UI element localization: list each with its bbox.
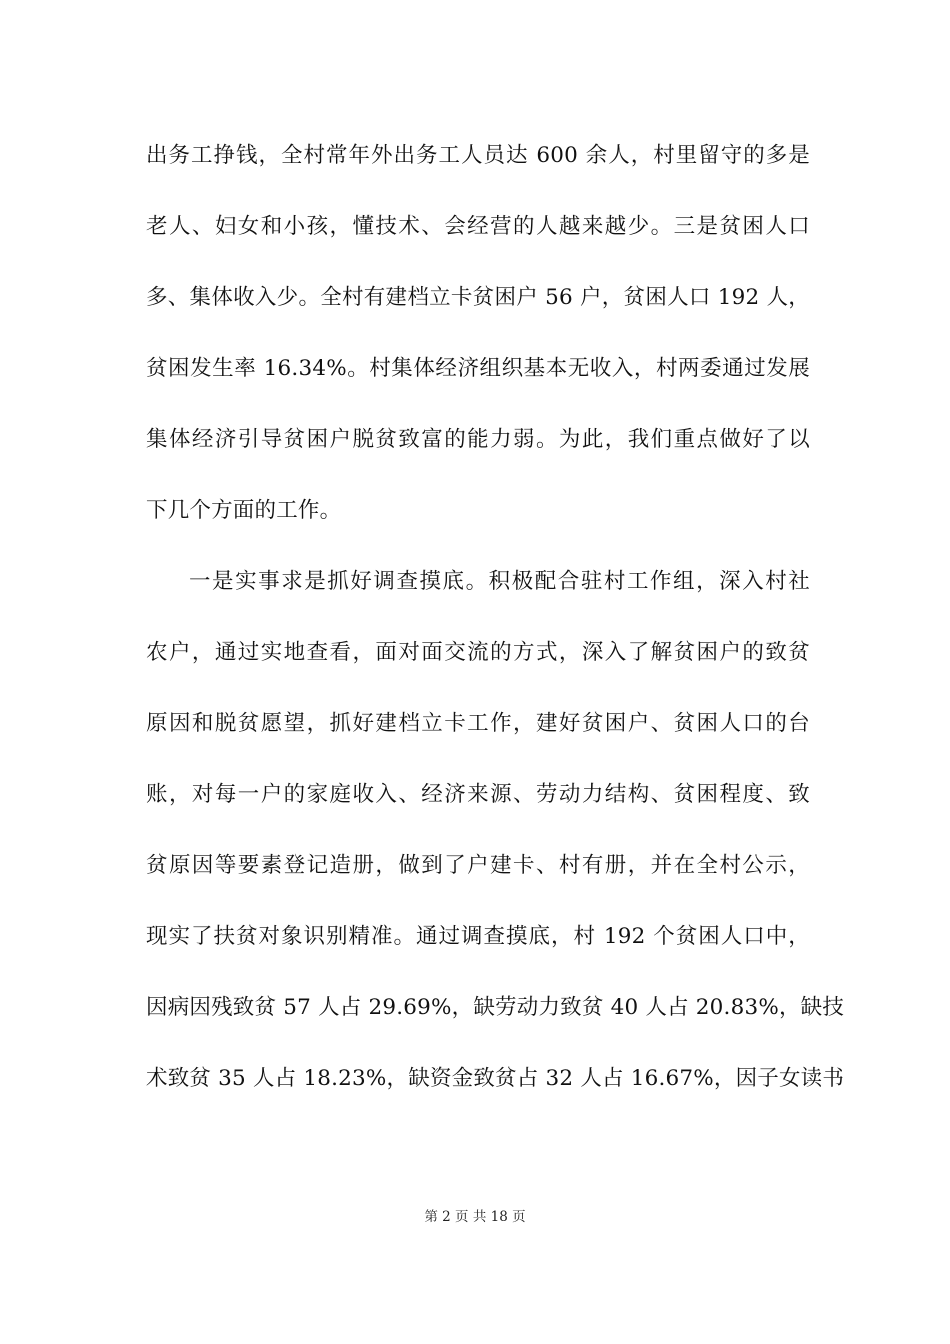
- body-text-line: 现实了扶贫对象识别精准。通过调查摸底，村 192 个贫困人口中，: [146, 924, 810, 949]
- body-text-line: 贫原因等要素登记造册，做到了户建卡、村有册，并在全村公示，: [146, 853, 810, 878]
- body-text-line: 集体经济引导贫困户脱贫致富的能力弱。为此，我们重点做好了以: [146, 427, 810, 452]
- body-text-line: 账，对每一户的家庭收入、经济来源、劳动力结构、贫困程度、致: [146, 782, 810, 807]
- body-text-line: 老人、妇女和小孩，懂技术、会经营的人越来越少。三是贫困人口: [146, 214, 810, 239]
- body-text-line: 原因和脱贫愿望，抓好建档立卡工作，建好贫困户、贫困人口的台: [146, 711, 810, 736]
- paragraph-end-line: 下几个方面的工作。: [146, 498, 342, 523]
- body-text-line: 出务工挣钱，全村常年外出务工人员达 600 余人，村里留守的多是: [146, 143, 810, 168]
- body-text-line: 贫困发生率 16.34%。村集体经济组织基本无收入，村两委通过发展: [146, 356, 810, 381]
- page-number-footer: 第 2 页 共 18 页: [424, 1209, 526, 1225]
- paragraph-first-line: 一是实事求是抓好调查摸底。积极配合驻村工作组，深入村社: [189, 569, 810, 594]
- body-text-line: 术致贫 35 人占 18.23%，缺资金致贫占 32 人占 16.67%，因子女读书: [146, 1066, 845, 1091]
- body-text-line: 多、集体收入少。全村有建档立卡贫困户 56 户，贫困人口 192 人，: [146, 285, 810, 310]
- body-text-line: 因病因残致贫 57 人占 29.69%，缺劳动力致贫 40 人占 20.83%，缺技: [146, 995, 845, 1020]
- body-text-line: 农户，通过实地查看，面对面交流的方式，深入了解贫困户的致贫: [146, 640, 810, 665]
